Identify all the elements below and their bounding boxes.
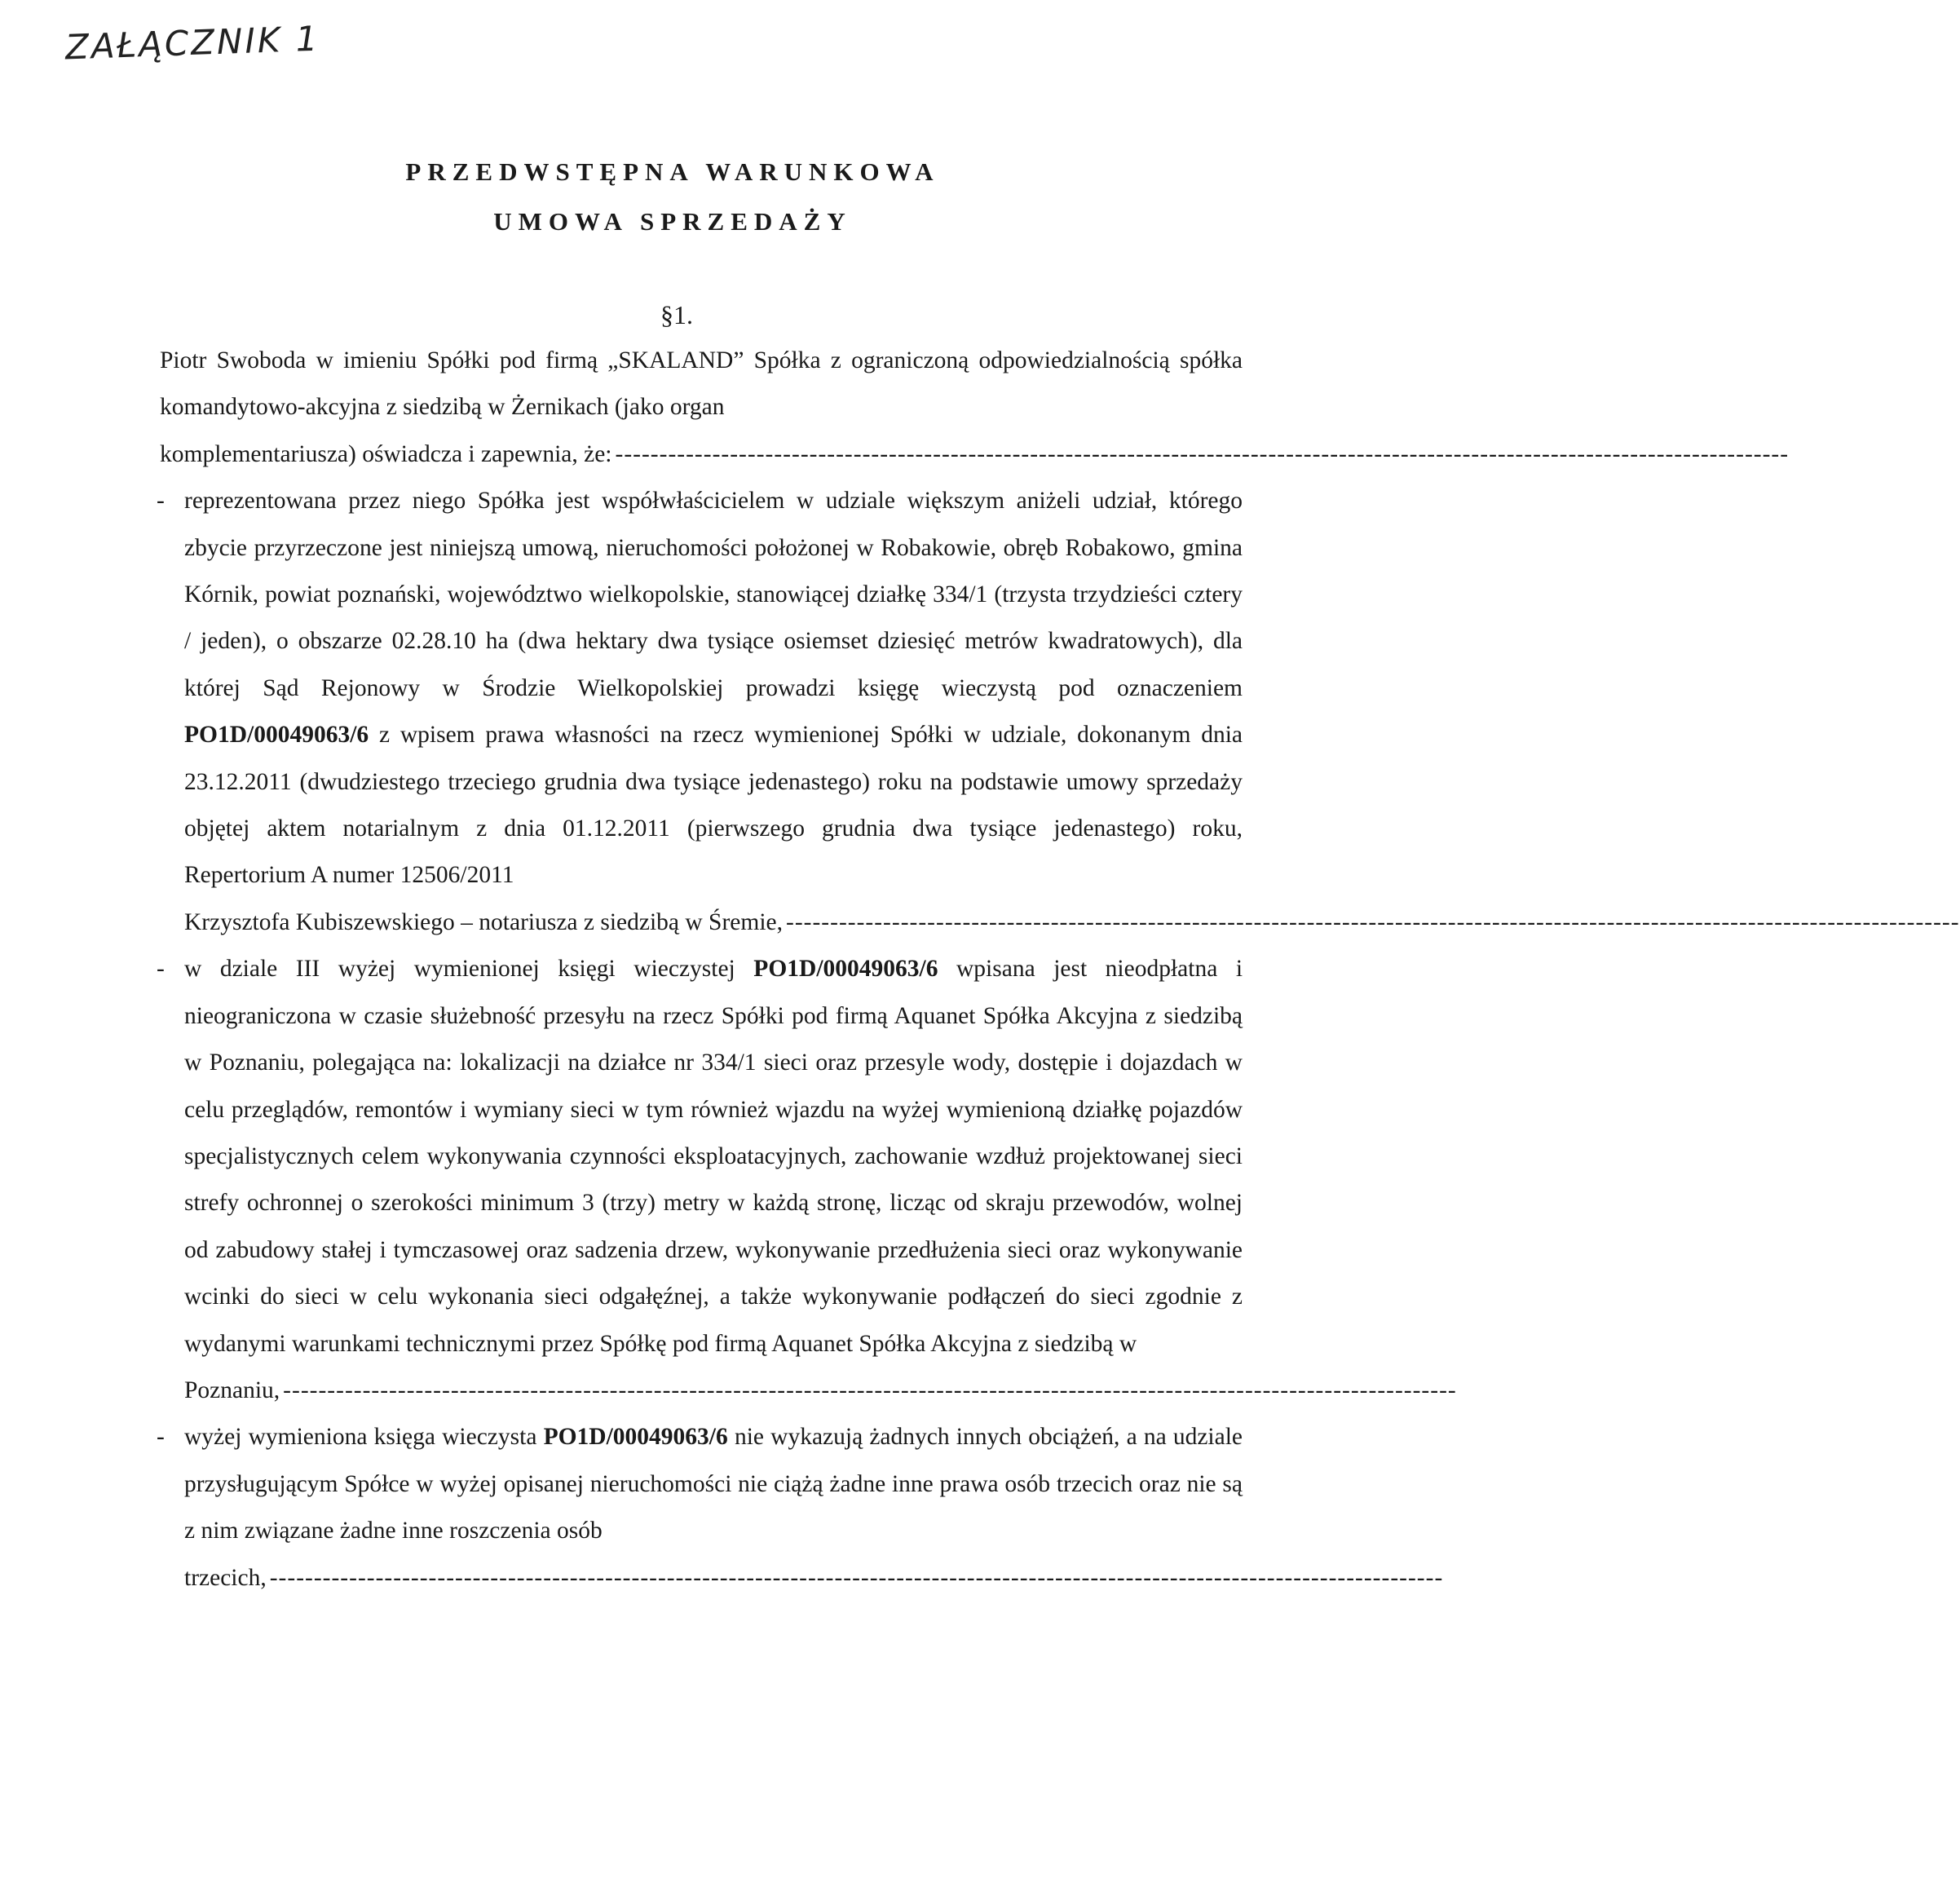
bullet-text-cont: nie wykazują żadnych innych obciążeń, a na udziale przysługującym Spółce w wyżej opisanej nieruchomości nie ciążą żadne inne prawa osób trzecich oraz nie są z nim związane żadne inne roszczenia osób: [184, 1424, 1243, 1544]
dash-filler: -------------------------------------------------------------------------------------------------------------------------------------: [269, 1564, 1444, 1591]
land-register-number: PO1D/00049063/6: [543, 1424, 728, 1451]
bullet-dash: -: [157, 1424, 165, 1451]
handwritten-annotation: ZAŁĄCZNIK 1: [64, 18, 321, 68]
bullet-last-line: [184, 1555, 1444, 1602]
document-title-line-1: PRZEDWSTĘPNA WARUNKOWA: [405, 157, 940, 186]
bullet-text: w dziale III wyżej wymienionej księgi wieczystej: [184, 956, 735, 983]
bullet-text: reprezentowana przez niego Spółka jest współwłaścicielem w udziale większym aniżeli udział, którego zbycie przyrzeczone jest niniejszą umową, nieruchomości położonej w Robakowie, obręb Robakowo, gmina Kórnik, powiat poznański, województwo wielkopolskie, stanowiącej działkę 334/1 (trzysta trzydzieści cztery / jeden), o obszarze 02.28.10 ha (dwa hektary dwa tysiące osiemset dziesięć metrów kwadratowych), dla której Sąd Rejonowy w Środzie Wielkopolskiej prowadzi księgę wieczystą pod oznaczeniem: [184, 488, 1243, 701]
intro-last-text: komplementariusza) oświadcza i zapewnia, że:: [160, 440, 612, 467]
bullet-text-cont: z wpisem prawa własności na rzecz wymienionej Spółki w udziale, dokonanym dnia 23.12.2011 (dwudziestego trzeciego grudnia dwa tysiące jedenastego) roku na podstawie umowy sprzedaży objętej aktem notarialnym z dnia 01.12.2011 (pierwszego grudnia dwa tysiące jedenastego) roku, Repertorium A numer 12506/2011: [184, 722, 1243, 889]
dash-filler: -------------------------------------------------------------------------------------------------------------------------------------: [615, 440, 1790, 467]
document-body: [157, 338, 1960, 1602]
bullet-item-no-encumbrances: [157, 1414, 1444, 1602]
bullet-dash: -: [157, 488, 165, 515]
bullet-item-ownership: [157, 478, 1960, 946]
bullet-dash: -: [157, 956, 165, 983]
bullet-last-text: Poznaniu,: [184, 1376, 280, 1403]
land-register-number: PO1D/00049063/6: [184, 722, 369, 749]
document-title-line-2: UMOWA SPRZEDAŻY: [493, 207, 852, 236]
bullet-last-line: [184, 899, 1960, 946]
dash-filler: -------------------------------------------------------------------------------------------------------------------------------------: [786, 908, 1960, 935]
intro-last-line: [160, 431, 1790, 478]
section-number: §1.: [660, 300, 693, 329]
bullet-last-line: [184, 1368, 1457, 1414]
bullet-text: wyżej wymieniona księga wieczysta: [184, 1424, 537, 1451]
dash-filler: -------------------------------------------------------------------------------------------------------------------------------------: [283, 1376, 1457, 1403]
bullet-last-text: trzecich,: [184, 1564, 267, 1591]
bullet-text-cont: wpisana jest nieodpłatna i nieograniczona w czasie służebność przesyłu na rzecz Spółki pod firmą Aquanet Spółka Akcyjna z siedzibą w Poznaniu, polegająca na: lokalizacji na działce nr 334/1 sieci oraz przesyle wody, dostępie i dojazdach w celu przeglądów, remontów i wymiany sieci w tym również wjazdu na wyżej wymienioną działkę pojazdów specjalistycznych celem wykonywania czynności eksploatacyjnych, zachowanie wzdłuż projektowanej sieci strefy ochronnej o szerokości minimum 3 (trzy) metry w każdą stronę, licząc od skraju przewodów, wolnej od zabudowy stałej i tymczasowej oraz sadzenia drzew, wykonywanie przedłużenia sieci oraz wykonywanie wcinki do sieci w celu wykonania sieci odgałęźnej, a także wykonywanie podłączeń do sieci zgodnie z wydanymi warunkami technicznymi przez Spółkę pod firmą Aquanet Spółka Akcyjna z siedzibą w: [184, 956, 1243, 1357]
bullet-item-easement: [157, 946, 1457, 1414]
intro-paragraph: [160, 338, 1790, 478]
intro-text: Piotr Swoboda w imieniu Spółki pod firmą „SKALAND” Spółka z ograniczoną odpowiedzialnością spółka komandytowo-akcyjna z siedzibą w Żernikach (jako organ: [160, 347, 1243, 421]
land-register-number: PO1D/00049063/6: [753, 956, 938, 983]
bullet-last-text: Krzysztofa Kubiszewskiego – notariusza z siedzibą w Śremie,: [184, 908, 783, 935]
